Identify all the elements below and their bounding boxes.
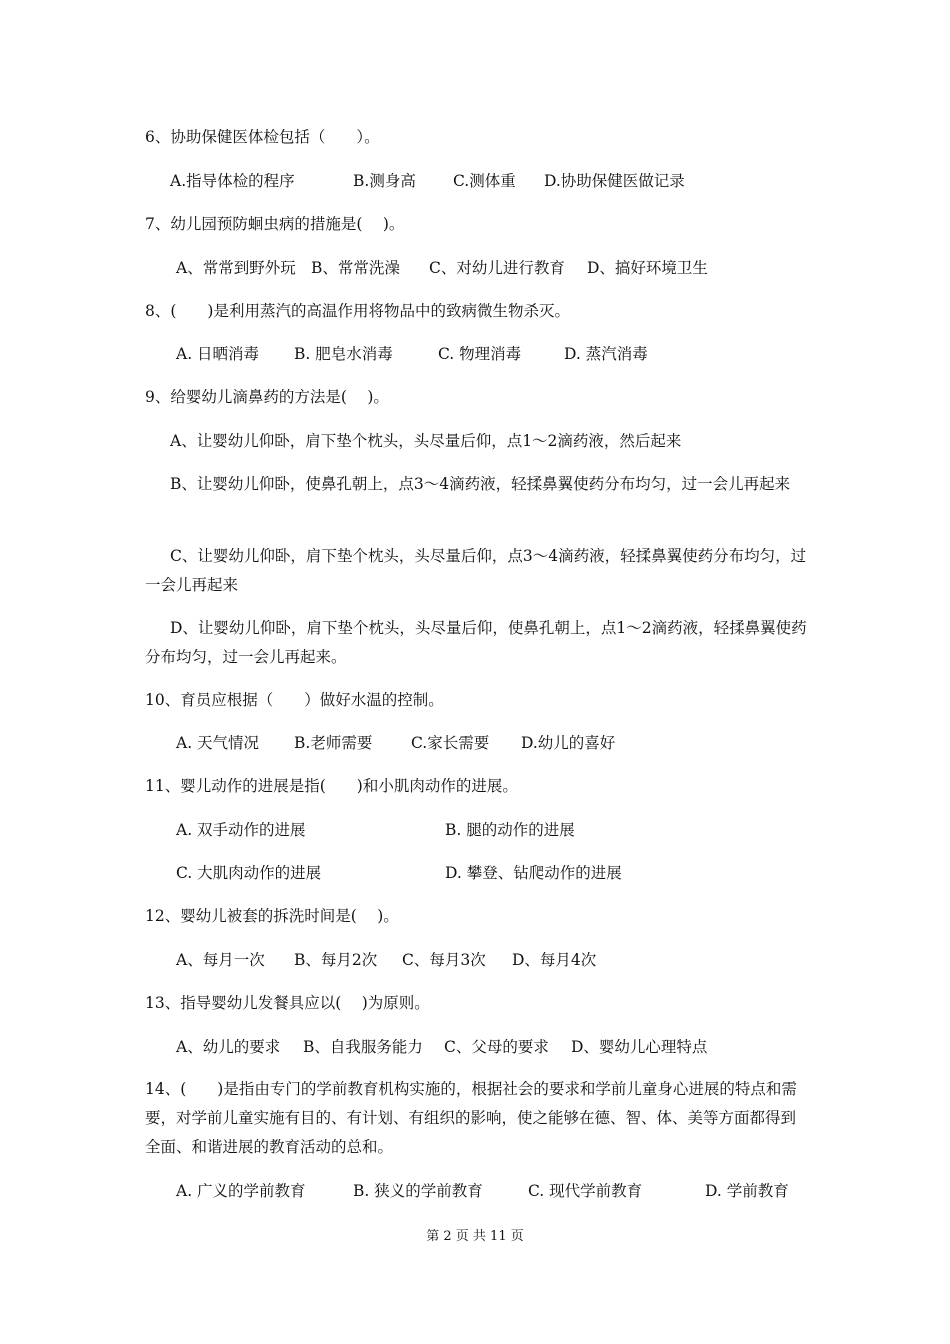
question-12-option-a: A、每月一次 <box>176 951 265 969</box>
question-7-option-d: D、搞好环境卫生 <box>587 259 708 277</box>
question-11-option-c: C. 大肌肉动作的进展 <box>176 864 322 882</box>
question-6-option-b: B.测身高 <box>353 172 416 190</box>
question-10-option-a: A. 天气情况 <box>176 734 260 752</box>
question-14-option-b: B. 狭义的学前教育 <box>353 1182 483 1200</box>
question-7-stem: 7、幼儿园预防蛔虫病的措施是( )。 <box>145 215 405 233</box>
question-13-option-b: B、自我服务能力 <box>303 1038 423 1056</box>
question-14-stem: 14、( )是指由专门的学前教育机构实施的，根据社会的要求和学前儿童身心进展的特点和需要，对学前儿童实施有目的、有计划、有组织的影响，使之能够在德、智、体、美等方面都得到全面、和谐进展的教育活动的总和。 <box>145 1080 797 1156</box>
question-12-option-b: B、每月2次 <box>294 951 378 969</box>
question-8-option-d: D. 蒸汽消毒 <box>564 345 648 363</box>
question-12-option-c: C、每月3次 <box>402 951 486 969</box>
question-12-option-d: D、每月4次 <box>512 951 597 969</box>
question-9-option-c: C、让婴幼儿仰卧，肩下垫个枕头，头尽量后仰，点3～4滴药液，轻揉鼻翼使药分布均匀，过一会儿再起来 <box>145 547 807 594</box>
question-13-stem: 13、指导婴幼儿发餐具应以( )为原则。 <box>145 994 430 1012</box>
question-14-option-a: A. 广义的学前教育 <box>176 1182 306 1200</box>
question-11-stem: 11、婴儿动作的进展是指( )和小肌肉动作的进展。 <box>145 777 518 795</box>
question-9-option-b: B、让婴幼儿仰卧，使鼻孔朝上，点3～4滴药液，轻揉鼻翼使药分布均匀，过一会儿再起来 <box>170 475 791 493</box>
question-13-option-d: D、婴幼儿心理特点 <box>571 1038 708 1056</box>
question-6-option-d: D.协助保健医做记录 <box>544 172 685 190</box>
question-10-option-d: D.幼儿的喜好 <box>521 734 616 752</box>
question-6-option-a: A.指导体检的程序 <box>170 172 295 190</box>
question-6-option-c: C.测体重 <box>453 172 516 190</box>
question-9-option-a: A、让婴幼儿仰卧，肩下垫个枕头，头尽量后仰，点1～2滴药液，然后起来 <box>170 432 682 450</box>
question-8-option-c: C. 物理消毒 <box>438 345 522 363</box>
question-12-stem: 12、婴幼儿被套的拆洗时间是( )。 <box>145 907 399 925</box>
question-7-option-c: C、对幼儿进行教育 <box>429 259 565 277</box>
question-11-option-b: B. 腿的动作的进展 <box>445 821 575 839</box>
question-11-option-d: D. 攀登、钻爬动作的进展 <box>445 864 622 882</box>
question-14-option-c: C. 现代学前教育 <box>528 1182 643 1200</box>
question-9-stem: 9、给婴幼儿滴鼻药的方法是( )。 <box>145 388 389 406</box>
question-13-option-c: C、父母的要求 <box>444 1038 549 1056</box>
question-8-stem: 8、( )是利用蒸汽的高温作用将物品中的致病微生物杀灭。 <box>145 302 570 320</box>
question-9-option-d: D、让婴幼儿仰卧，肩下垫个枕头，头尽量后仰，使鼻孔朝上，点1～2滴药液，轻揉鼻翼使药分布均匀，过一会儿再起来。 <box>145 619 807 666</box>
question-10-option-c: C.家长需要 <box>411 734 490 752</box>
question-8-option-a: A. 日晒消毒 <box>176 345 260 363</box>
question-7-option-a: A、常常到野外玩 <box>176 259 296 277</box>
question-10-stem: 10、育员应根据（ ）做好水温的控制。 <box>145 691 444 709</box>
page-number-footer: 第 2 页 共 11 页 <box>426 1229 524 1244</box>
question-6-stem: 6、协助保健医体检包括（ ）。 <box>145 128 380 146</box>
question-11-option-a: A. 双手动作的进展 <box>176 821 306 839</box>
question-8-option-b: B. 肥皂水消毒 <box>294 345 393 363</box>
question-10-option-b: B.老师需要 <box>294 734 373 752</box>
question-13-option-a: A、幼儿的要求 <box>176 1038 281 1056</box>
question-7-option-b: B、常常洗澡 <box>311 259 400 277</box>
question-14-option-d: D. 学前教育 <box>705 1182 789 1200</box>
